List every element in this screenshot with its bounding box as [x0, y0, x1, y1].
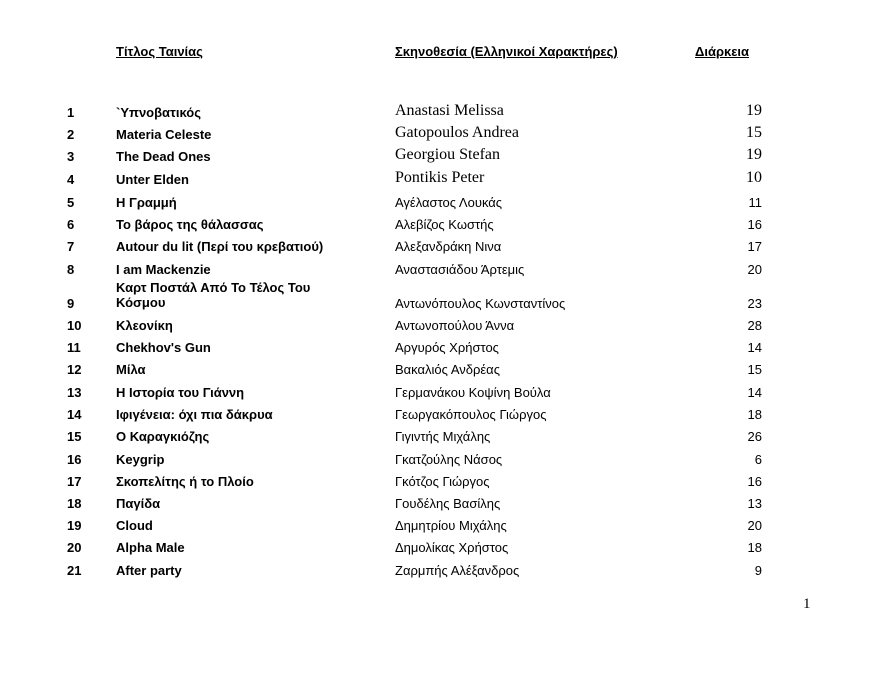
duration-value: 19	[746, 146, 762, 163]
director-name: Γεωργακόπουλος Γιώργος	[395, 407, 547, 422]
director-name: Αργυρός Χρήστος	[395, 340, 499, 355]
film-title: Cloud	[116, 518, 153, 533]
row-number: 19	[67, 518, 82, 533]
film-title: Παγίδα	[116, 496, 161, 511]
header-director: Σκηνοθεσία (Ελληνικοί Χαρακτήρες)	[395, 44, 618, 59]
duration-value: 10	[746, 169, 762, 186]
duration-value: 23	[747, 296, 762, 311]
table-row	[0, 170, 880, 192]
table-row	[0, 383, 880, 405]
row-number: 10	[67, 318, 82, 333]
table-row	[0, 494, 880, 516]
film-title: After party	[116, 563, 182, 578]
row-number: 1	[67, 105, 75, 120]
director-name: Δημολίκας Χρήστος	[395, 540, 509, 555]
director-name: Anastasi Melissa	[395, 102, 504, 119]
film-title: Μίλα	[116, 362, 146, 377]
film-title: I am Mackenzie	[116, 262, 211, 277]
film-title: Ο Καραγκιόζης	[116, 429, 210, 444]
page-number: 1	[803, 596, 811, 612]
table-row	[0, 147, 880, 169]
row-number: 14	[67, 407, 82, 422]
table-row	[0, 450, 880, 472]
table-row	[0, 125, 880, 147]
director-name: Δημητρίου Μιχάλης	[395, 518, 507, 533]
duration-value: 16	[747, 474, 762, 489]
duration-value: 15	[746, 124, 762, 141]
director-name: Αντωνόπουλος Κωνσταντίνος	[395, 296, 566, 311]
director-name: Αλεβίζος Κωστής	[395, 217, 494, 232]
table-row	[0, 516, 880, 538]
director-name: Αλεξανδράκη Νινα	[395, 239, 502, 254]
table-row	[0, 316, 880, 338]
table-row	[0, 215, 880, 237]
duration-value: 6	[754, 452, 762, 467]
table-row	[0, 278, 880, 311]
film-title: The Dead Ones	[116, 149, 211, 164]
row-number: 8	[67, 262, 75, 277]
duration-value: 18	[747, 540, 762, 555]
row-number: 21	[67, 563, 82, 578]
row-number: 9	[67, 296, 75, 311]
row-number: 6	[67, 217, 75, 232]
director-name: Γκότζος Γιώργος	[395, 474, 490, 489]
row-number: 4	[67, 172, 75, 187]
table-row	[0, 360, 880, 382]
row-number: 3	[67, 149, 75, 164]
film-title: Σκοπελίτης ή το Πλοίο	[116, 474, 254, 489]
table-row	[0, 561, 880, 583]
table-row	[0, 427, 880, 449]
director-name: Γουδέλης Βασίλης	[395, 496, 501, 511]
row-number: 17	[67, 474, 82, 489]
director-name: Ζαρμπής Αλέξανδρος	[395, 563, 520, 578]
row-number: 5	[67, 195, 75, 210]
director-name: Αγέλαστος Λουκάς	[395, 195, 503, 210]
header-film-title: Τίτλος Ταινίας	[116, 44, 203, 59]
film-title: Unter Elden	[116, 172, 189, 187]
film-title: Κλεονίκη	[116, 318, 173, 333]
film-title: Materia Celeste	[116, 127, 212, 142]
row-number: 2	[67, 127, 75, 142]
film-title: Καρτ Ποστάλ Από Το Τέλος Του Κόσμου	[116, 280, 311, 310]
film-title: Alpha Male	[116, 540, 185, 555]
duration-value: 16	[747, 217, 762, 232]
row-number: 16	[67, 452, 82, 467]
duration-value: 19	[746, 102, 762, 119]
film-title: Το βάρος της θάλασσας	[116, 217, 264, 232]
row-number: 18	[67, 496, 82, 511]
film-title: Autour du lit (Περί του κρεβατιού)	[116, 239, 324, 254]
row-number: 15	[67, 429, 82, 444]
table-row	[0, 338, 880, 360]
duration-value: 28	[747, 318, 762, 333]
row-number: 12	[67, 362, 82, 377]
film-title: Η Ιστορία του Γιάννη	[116, 385, 245, 400]
table-row	[0, 193, 880, 215]
director-name: Αντωνοπούλου Άννα	[395, 318, 515, 333]
film-title: Keygrip	[116, 452, 165, 467]
table-row	[0, 103, 880, 125]
film-title: `Υπνοβατικός	[116, 105, 201, 120]
table-row	[0, 237, 880, 259]
row-number: 20	[67, 540, 82, 555]
duration-value: 13	[747, 496, 762, 511]
table-row	[0, 405, 880, 427]
film-title: Η Γραμμή	[116, 195, 177, 210]
director-name: Pontikis Peter	[395, 169, 485, 186]
duration-value: 14	[747, 340, 762, 355]
film-title: Ιφιγένεια: όχι πια δάκρυα	[116, 407, 273, 422]
row-number: 13	[67, 385, 82, 400]
row-number: 7	[67, 239, 75, 254]
duration-value: 20	[747, 262, 762, 277]
director-name: Γερμανάκου Κοψίνη Βούλα	[395, 385, 551, 400]
duration-value: 20	[747, 518, 762, 533]
duration-value: 15	[747, 362, 762, 377]
duration-value: 14	[747, 385, 762, 400]
director-name: Γκατζούλης Νάσος	[395, 452, 503, 467]
header-duration: Διάρκεια	[695, 44, 750, 59]
duration-value: 26	[747, 429, 762, 444]
table-row	[0, 472, 880, 494]
director-name: Αναστασιάδου Άρτεμις	[395, 262, 525, 277]
director-name: Georgiou Stefan	[395, 146, 501, 163]
row-number: 11	[67, 340, 81, 355]
duration-value: 18	[747, 407, 762, 422]
duration-value: 17	[747, 239, 762, 254]
duration-value: 9	[754, 563, 762, 578]
director-name: Γιγιντής Μιχάλης	[395, 429, 491, 444]
film-title: Chekhov's Gun	[116, 340, 211, 355]
director-name: Gatopoulos Andrea	[395, 124, 519, 141]
duration-value: 11	[748, 195, 762, 210]
director-name: Βακαλιός Ανδρέας	[395, 362, 500, 377]
table-row	[0, 538, 880, 560]
